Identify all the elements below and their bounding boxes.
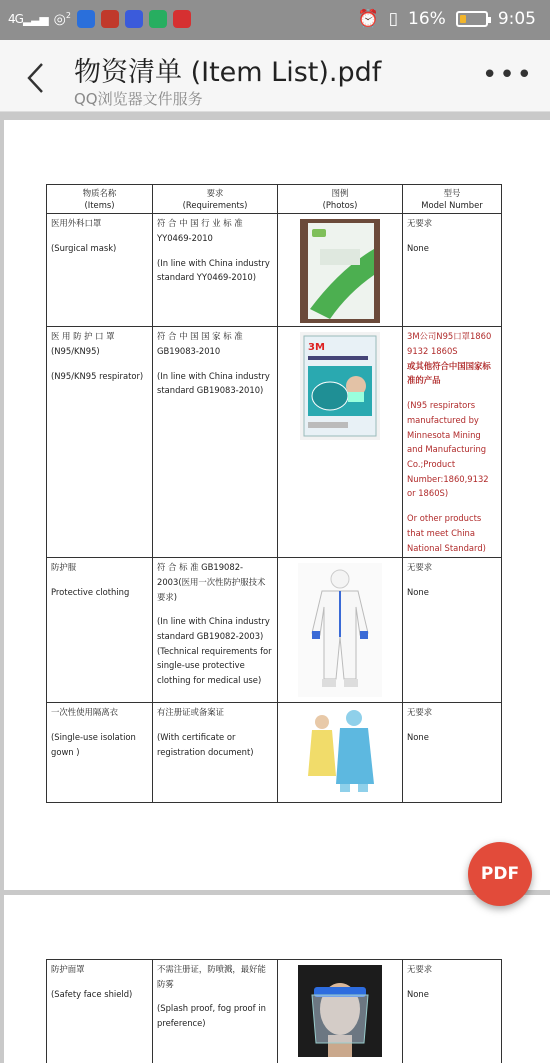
status-left <box>8 10 191 28</box>
protective-clothing-photo <box>298 563 382 697</box>
table-row <box>47 703 502 803</box>
clock: 9:05 <box>497 9 536 29</box>
back-arrow-icon[interactable] <box>22 58 52 98</box>
table-header-row <box>47 185 502 214</box>
document-title: 物资清单 (Item List).pdf <box>74 57 382 88</box>
svg-text:3M: 3M <box>308 342 325 354</box>
item-list-table <box>46 184 502 803</box>
column-header-model: 型号 Model Number <box>403 185 502 214</box>
table-row <box>47 960 502 1063</box>
requirement-cell: 不需注册证，防喷溅，最好能防雾 (Splash proof, fog proof in preference) <box>153 960 278 1063</box>
item-list-table-continued <box>46 959 502 1063</box>
photo-cell <box>278 703 403 803</box>
table-row <box>47 214 502 327</box>
huawei-app-icon <box>173 10 191 28</box>
n95-respirator-box-photo <box>300 332 380 440</box>
news-app-icon <box>101 10 119 28</box>
model-cell: 无要求 None <box>403 703 502 803</box>
photo-cell <box>278 558 403 703</box>
isolation-gown-photo <box>300 708 380 796</box>
item-cell: 一次性使用隔离衣 (Single-use isolation gown ) <box>47 703 153 803</box>
face-shield-photo <box>298 965 382 1057</box>
table-row <box>47 558 502 703</box>
signal-strength-icon: 4G▂▃▅ <box>8 12 48 26</box>
table-row <box>47 327 502 558</box>
pdf-page-2 <box>4 895 550 1063</box>
status-right <box>357 9 536 29</box>
requirement-cell: 符 合 标 准 GB19082-2003(医用一次性防护服技术要求) (In line with China industry standard GB19082-2003) (Technical requirements for single-use protective clothing for medical use) <box>153 558 278 703</box>
pdf-action-button[interactable]: PDF <box>468 842 532 906</box>
photo-cell <box>278 327 403 558</box>
item-cell: 防护面罩 (Safety face shield) <box>47 960 153 1063</box>
status-bar <box>0 0 550 40</box>
item-cell: 医 用 防 护 口 罩 (N95/KN95) (N95/KN95 respirator) <box>47 327 153 558</box>
item-cell: 防护服 Protective clothing <box>47 558 153 703</box>
photo-cell <box>278 960 403 1063</box>
shield-app-icon <box>77 10 95 28</box>
surgical-mask-photo <box>300 219 380 323</box>
reader-app-icon <box>125 10 143 28</box>
requirement-cell: 符 合 中 国 国 家 标 准 GB19083-2010 (In line with China industry standard GB19083-2010) <box>153 327 278 558</box>
requirement-cell: 有注册证或备案证 (With certificate or registration document) <box>153 703 278 803</box>
alarm-icon: ⏰ <box>357 9 379 29</box>
model-cell: 3M公司N95口罩1860 9132 1860S 或其他符合中国国家标准的产品 (N95 respirators manufactured by Minnesota Mining and Manufacturing Co.;Product Number:1860,9132 or 1860S) Or other products that meet China National Standard) <box>403 327 502 558</box>
requirement-cell: 符 合 中 国 行 业 标 准 YY0469-2010 (In line with China industry standard YY0469-2010) <box>153 214 278 327</box>
document-subtitle: QQ浏览器文件服务 <box>74 90 203 108</box>
more-options-icon[interactable]: ••• <box>481 60 534 90</box>
model-cell: 无要求 None <box>403 558 502 703</box>
model-cell: 无要求 None <box>403 960 502 1063</box>
item-cell: 医用外科口罩 (Surgical mask) <box>47 214 153 327</box>
hotspot-icon: ◎$^2$ <box>53 10 71 28</box>
battery-percent: 16% <box>408 9 446 29</box>
model-cell: 无要求 None <box>403 214 502 327</box>
pdf-page-1 <box>4 120 550 890</box>
battery-icon <box>456 11 488 27</box>
app-header <box>0 40 550 112</box>
column-header-items: 物质名称 (Items) <box>47 185 153 214</box>
video-app-icon <box>149 10 167 28</box>
photo-cell <box>278 214 403 327</box>
column-header-requirements: 要求 (Requirements) <box>153 185 278 214</box>
vibrate-icon: ▯ <box>388 9 399 29</box>
column-header-photos: 图例 (Photos) <box>278 185 403 214</box>
